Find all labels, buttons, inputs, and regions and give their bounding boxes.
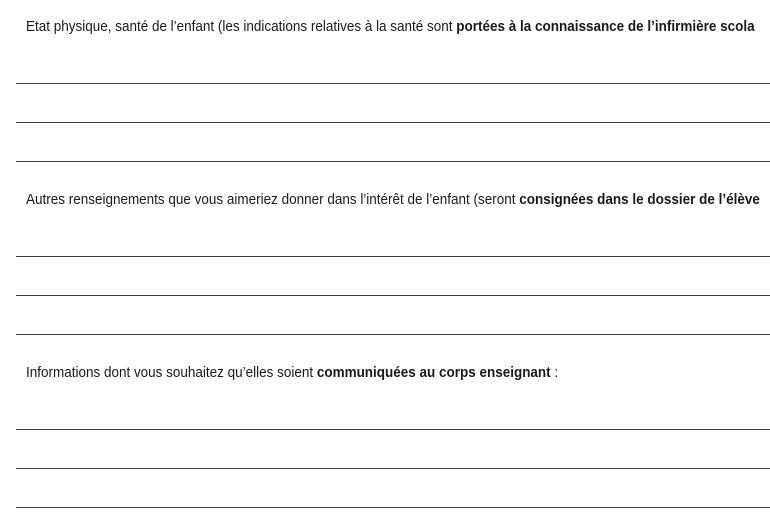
teachers-info-prompt-tail: :: [550, 365, 559, 381]
teachers-info-answer-line-1[interactable]: [16, 429, 770, 430]
teachers-info-prompt-text: Informations dont vous souhaitez qu’elles soient: [26, 365, 317, 381]
health-prompt: [26, 18, 755, 36]
other-info-answer-line-1[interactable]: [16, 256, 770, 257]
health-prompt-bold: portées à la connaissance de l’infirmière scola: [456, 19, 755, 35]
other-info-answer-line-3[interactable]: [16, 334, 770, 335]
health-answer-line-2[interactable]: [16, 122, 770, 123]
health-answer-line-1[interactable]: [16, 83, 770, 84]
health-answer-line-3[interactable]: [16, 161, 770, 162]
other-info-prompt-text: Autres renseignements que vous aimeriez donner dans l’intérêt de l’enfant (seront: [26, 192, 520, 208]
other-info-answer-line-2[interactable]: [16, 295, 770, 296]
teachers-info-prompt: [26, 364, 558, 382]
teachers-info-answer-line-2[interactable]: [16, 468, 770, 469]
other-info-prompt: [26, 191, 760, 209]
other-info-prompt-bold: consignées dans le dossier de l’élève: [519, 192, 760, 208]
teachers-info-answer-line-3[interactable]: [16, 507, 770, 508]
health-prompt-text: Etat physique, santé de l’enfant (les indications relatives à la santé sont: [26, 19, 457, 35]
teachers-info-prompt-bold: communiquées au corps enseignant: [316, 365, 551, 381]
